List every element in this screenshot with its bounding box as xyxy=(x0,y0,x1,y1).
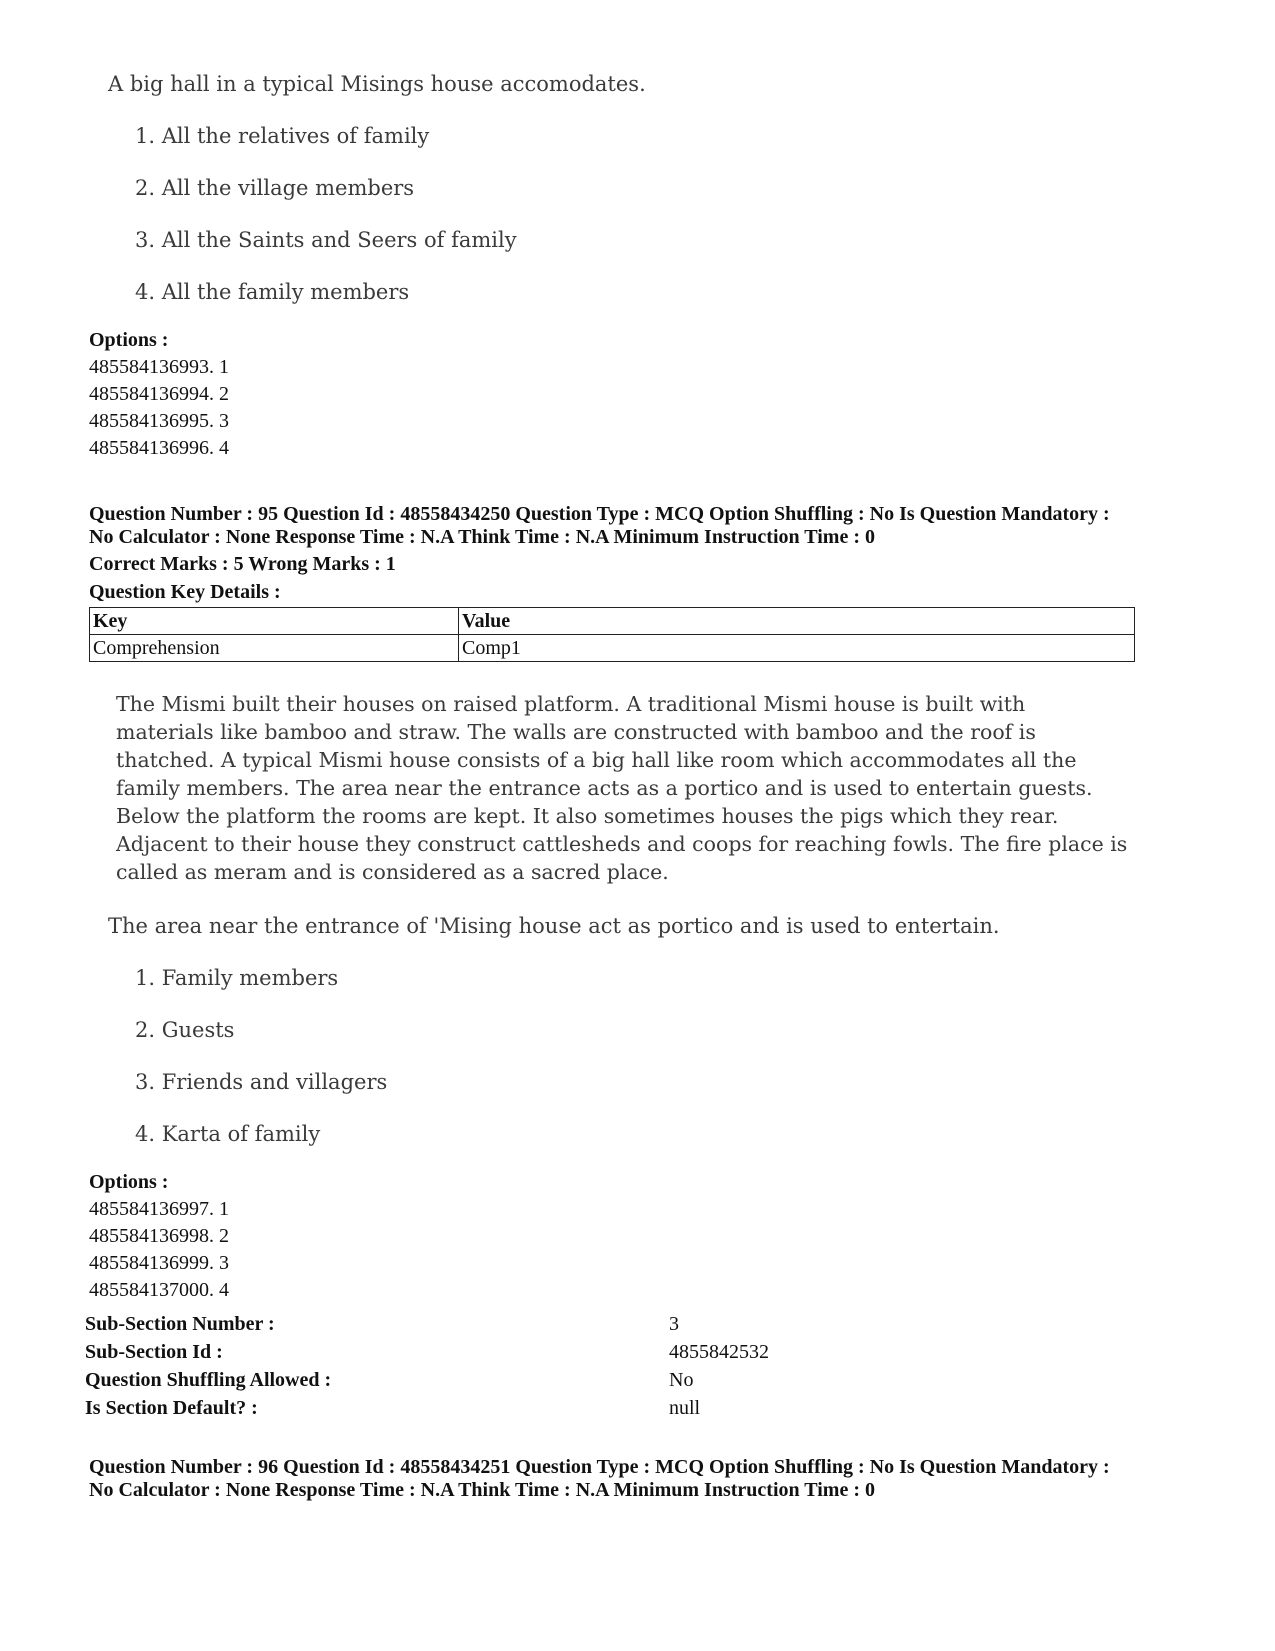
q94-choice-1: 1. All the relatives of family xyxy=(135,124,430,148)
table-header-value: Value xyxy=(459,608,1135,635)
q95-option-3: 485584136999. 3 xyxy=(89,1252,229,1274)
q95-option-4: 485584137000. 4 xyxy=(89,1279,229,1301)
q94-option-4: 485584136996. 4 xyxy=(89,437,229,459)
q95-key-details-label: Question Key Details : xyxy=(89,581,281,603)
q94-option-1: 485584136993. 1 xyxy=(89,356,229,378)
q95-option-2: 485584136998. 2 xyxy=(89,1225,229,1247)
table-row xyxy=(90,635,1135,662)
subsection-number-value: 3 xyxy=(669,1313,679,1335)
q95-marks: Correct Marks : 5 Wrong Marks : 1 xyxy=(89,553,396,575)
q95-choice-2: 2. Guests xyxy=(135,1018,235,1042)
q95-option-1: 485584136997. 1 xyxy=(89,1198,229,1220)
q95-stem: The area near the entrance of 'Mising house act as portico and is used to entertain. xyxy=(108,914,1000,938)
q96-header-line1: Question Number : 96 Question Id : 48558434251 Question Type : MCQ Option Shuffling : No Is Question Mandatory : xyxy=(89,1456,1110,1478)
q95-choice-4: 4. Karta of family xyxy=(135,1122,321,1146)
q94-stem: A big hall in a typical Misings house accomodates. xyxy=(108,72,646,96)
q94-option-3: 485584136995. 3 xyxy=(89,410,229,432)
q95-header-line2: No Calculator : None Response Time : N.A Think Time : N.A Minimum Instruction Time : 0 xyxy=(89,526,875,548)
table-header-key: Key xyxy=(90,608,459,635)
q95-choice-1: 1. Family members xyxy=(135,966,339,990)
table-cell-key: Comprehension xyxy=(90,635,459,662)
q96-header-line2: No Calculator : None Response Time : N.A Think Time : N.A Minimum Instruction Time : 0 xyxy=(89,1479,875,1501)
section-default-label: Is Section Default? : xyxy=(85,1397,258,1419)
q95-header-line1: Question Number : 95 Question Id : 48558434250 Question Type : MCQ Option Shuffling : No Is Question Mandatory : xyxy=(89,503,1110,525)
q94-choice-4: 4. All the family members xyxy=(135,280,410,304)
table-cell-value: Comp1 xyxy=(459,635,1135,662)
table-header-row xyxy=(90,608,1135,635)
q95-key-table xyxy=(89,607,1135,662)
q94-choice-3: 3. All the Saints and Seers of family xyxy=(135,228,517,252)
q95-choice-3: 3. Friends and villagers xyxy=(135,1070,388,1094)
question-shuffling-label: Question Shuffling Allowed : xyxy=(85,1369,332,1391)
q95-passage: The Mismi built their houses on raised platform. A traditional Mismi house is built with materials like bamboo and straw. The walls are constructed with bamboo and the roof is thatched. A typical Mismi house consists of a big hall like room which accommodates all the family members. The area near the entrance acts as a portico and is used to entertain guests. Below the platform the rooms are kept. It also sometimes houses the pigs which they rear. Adjacent to their house they construct cattlesheds and coops for reaching fowls. The fire place is called as meram and is considered as a sacred place. xyxy=(116,692,1128,884)
q95-options-label: Options : xyxy=(89,1171,169,1193)
q94-options-label: Options : xyxy=(89,329,169,351)
q94-option-2: 485584136994. 2 xyxy=(89,383,229,405)
subsection-id-label: Sub-Section Id : xyxy=(85,1341,223,1363)
section-default-value: null xyxy=(669,1397,701,1419)
subsection-id-value: 4855842532 xyxy=(669,1341,769,1363)
q94-choice-2: 2. All the village members xyxy=(135,176,415,200)
question-shuffling-value: No xyxy=(669,1369,694,1391)
subsection-number-label: Sub-Section Number : xyxy=(85,1313,275,1335)
